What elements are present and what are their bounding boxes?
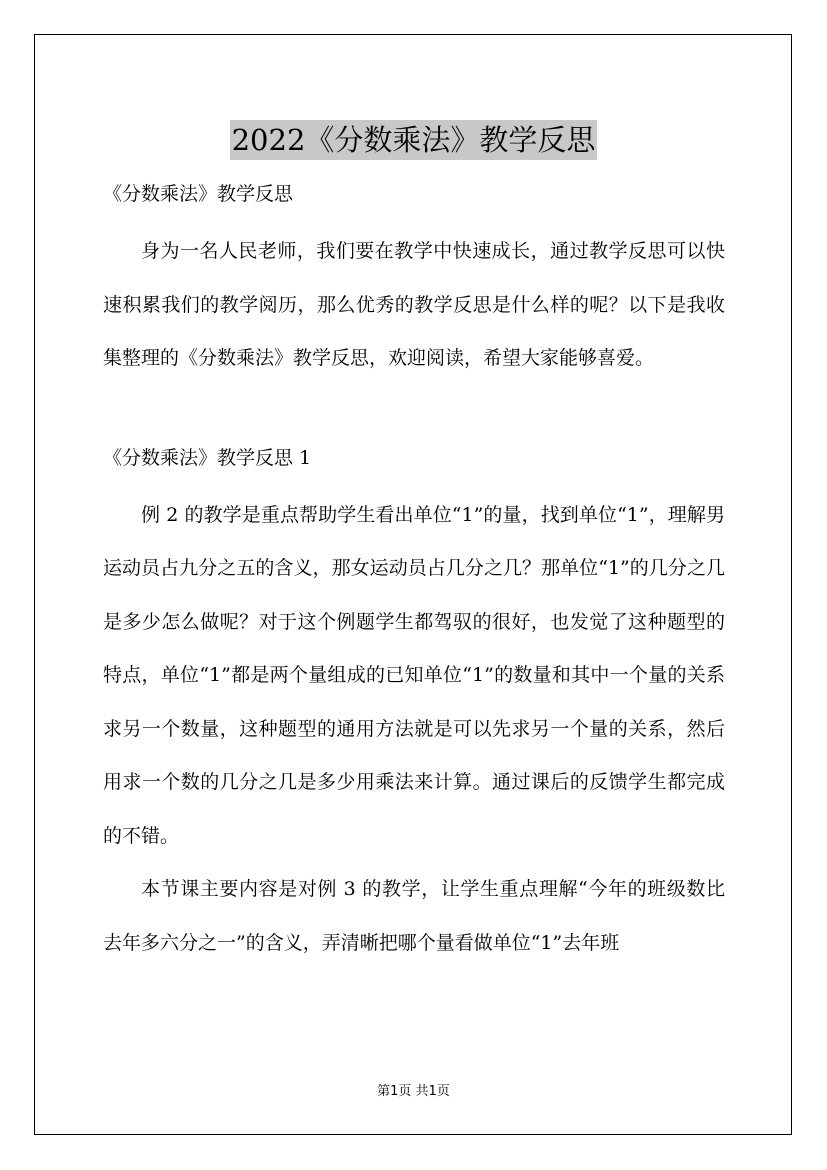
- document-subtitle: 《分数乘法》教学反思: [103, 183, 294, 205]
- title-container: [0, 101, 827, 180]
- section-heading: 《分数乘法》教学反思 1: [103, 446, 312, 469]
- section-gap: [103, 386, 725, 436]
- page-footer: 第1页 共1页: [377, 1084, 450, 1099]
- section-paragraph-2: 本节课主要内容是对例 3 的教学，让学生重点理解“今年的班级数比去年多六分之一”的含义，弄清晰把哪个量看做单位“1”去年班: [103, 878, 725, 954]
- section-paragraph-1: 例 2 的教学是重点帮助学生看出单位“1”的量，找到单位“1”，理解男运动员占九分之五的含义，那女运动员占几分之几？那单位“1”的几分之几是多少怎么做呢？对于这个例题学生都驾驭的很好，也发觉了这种题型的特点，单位“1”都是两个量组成的已知单位“1”的数量和其中一个量的关系求另一个数量，这种题型的通用方法就是可以先求另一个量的关系，然后用求一个数的几分之几是多少用乘法来计算。通过课后的反馈学生都完成的不错。: [103, 503, 725, 847]
- document-title: 2022《分数乘法》教学反思: [230, 120, 598, 160]
- document-body: [103, 172, 725, 970]
- intro-paragraph: 身为一名人民老师，我们要在教学中快速成长，通过教学反思可以快速积累我们的教学阅历，那么优秀的教学反思是什么样的呢？以下是我收集整理的《分数乘法》教学反思，欢迎阅读，希望大家能够喜爱。: [103, 240, 725, 369]
